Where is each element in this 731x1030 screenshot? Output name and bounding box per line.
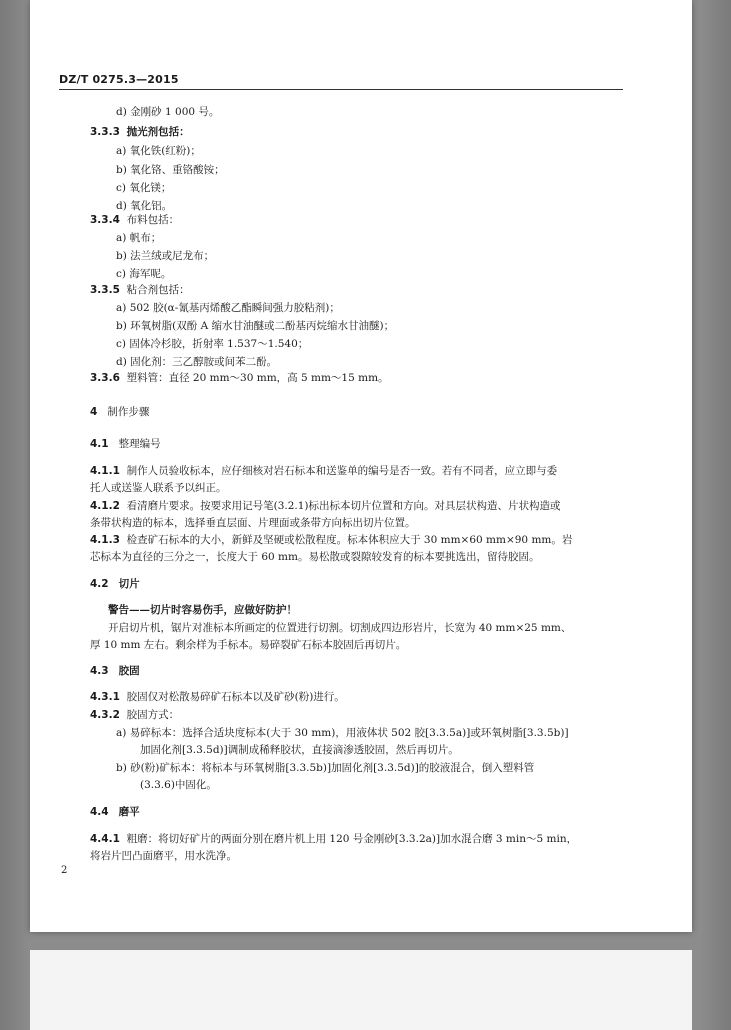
paragraph-line <box>90 708 179 722</box>
clause-text: 抛光剂包括： <box>126 126 190 138</box>
clause-number: 3.3.4 <box>90 214 120 226</box>
list-item: c) 氧化镁； <box>116 182 172 194</box>
section-title: 切片 <box>118 578 140 590</box>
list-item: a) 帆布； <box>116 232 162 244</box>
list-item: b) 环氧树脂(双酚 A 缩水甘油醚或二酚基丙烷缩水甘油醚)； <box>116 320 395 332</box>
standard-code-header: DZ/T 0275.3—2015 <box>59 73 179 86</box>
next-page-preview <box>30 950 692 1030</box>
list-item: c) 固体冷杉胶，折射率 1.537～1.540； <box>116 338 309 350</box>
clause-number: 4.4.1 <box>90 833 120 845</box>
paragraph-line: 托人或送鉴人联系予以纠正。 <box>90 482 227 494</box>
clause-line <box>90 283 190 297</box>
clause-number: 3.3.6 <box>90 372 120 384</box>
section-number: 4.3 <box>90 665 109 677</box>
clause-number: 3.3.3 <box>90 126 120 138</box>
page-number: 2 <box>61 865 68 876</box>
paragraph-line <box>90 690 345 704</box>
clause-line <box>90 213 179 227</box>
paragraph-line: 厚 10 mm 左右。剩余样为手标本。易碎裂矿石标本胶固后再切片。 <box>90 639 407 651</box>
clause-text: 胶固仅对松散易碎矿石标本以及矿砂(粉)进行。 <box>126 691 345 703</box>
paragraph-line <box>90 533 572 547</box>
clause-number: 4.3.2 <box>90 709 120 721</box>
paragraph-line <box>90 499 561 513</box>
list-item: a) 易碎标本：选择合适块度标本(大于 30 mm)，用液体状 502 胶[3.3.5a)]或环氧树脂[3.3.5b)] <box>116 727 569 739</box>
subsection-heading <box>90 577 140 591</box>
list-item: d) 氧化铝。 <box>116 200 173 212</box>
clause-text: 粗磨：将切好矿片的两面分别在磨片机上用 120 号金刚砂[3.3.2a)]加水混合磨 3 min～5 min， <box>126 833 578 845</box>
clause-line <box>90 125 190 139</box>
section-heading <box>90 405 149 419</box>
subsection-heading <box>90 437 161 451</box>
list-item: c) 海军呢。 <box>116 268 172 280</box>
clause-line <box>90 371 389 385</box>
section-title: 磨平 <box>118 806 140 818</box>
section-title: 整理编号 <box>118 438 161 450</box>
warning-text: 警告——切片时容易伤手，应做好防护！ <box>108 604 297 616</box>
section-number: 4 <box>90 406 98 418</box>
clause-text: 布料包括： <box>126 214 180 226</box>
section-number: 4.4 <box>90 806 109 818</box>
subsection-heading <box>90 805 140 819</box>
clause-number: 4.1.2 <box>90 500 120 512</box>
list-item: d) 金刚砂 1 000 号。 <box>116 106 220 118</box>
list-item: b) 氧化铬、重铬酸铵； <box>116 164 225 176</box>
section-number: 4.2 <box>90 578 109 590</box>
clause-text: 看清磨片要求。按要求用记号笔(3.2.1)标出标本切片位置和方向。对具层状构造、片状构造或 <box>126 500 561 512</box>
clause-number: 4.1.3 <box>90 534 120 546</box>
paragraph-line: 条带状构造的标本，选择垂直层面、片理面或条带方向标出切片位置。 <box>90 517 416 529</box>
list-item: b) 砂(粉)矿标本：将标本与环氧树脂[3.3.5b)]加固化剂[3.3.5d)]的胶液混合，倒入塑料管 <box>116 762 535 774</box>
list-item: a) 502 胶(α-氰基丙烯酸乙酯瞬间强力胶粘剂)； <box>116 302 340 314</box>
paragraph-line: 芯标本为直径的三分之一，长度大于 60 mm。易松散或裂隙较发育的标本要挑选出，留待胶固。 <box>90 551 540 563</box>
clause-text: 检查矿石标本的大小，新鲜及坚硬或松散程度。标本体积应大于 30 mm×60 mm×90 mm。岩 <box>126 534 573 546</box>
clause-number: 3.3.5 <box>90 284 120 296</box>
clause-number: 4.1.1 <box>90 465 120 477</box>
paragraph-line <box>90 832 577 846</box>
section-number: 4.1 <box>90 438 109 450</box>
clause-text: 塑料管：直径 20 mm～30 mm，高 5 mm～15 mm。 <box>126 372 389 384</box>
list-item: b) 法兰绒或尼龙布； <box>116 250 215 262</box>
list-item-continuation: 加固化剂[3.3.5d)]调制成稀释胶状，直接滴渗透胶固，然后再切片。 <box>140 744 459 756</box>
header-rule <box>59 89 623 90</box>
paragraph-line <box>90 464 557 478</box>
section-title: 制作步骤 <box>107 406 150 418</box>
list-item-continuation: (3.3.6)中固化。 <box>140 779 217 791</box>
section-title: 胶固 <box>118 665 140 677</box>
clause-text: 粘合剂包括： <box>126 284 190 296</box>
paragraph-line: 开启切片机，锯片对准标本所画定的位置进行切割。切割成四边形岩片，长宽为 40 mm×25 mm、 <box>108 622 572 634</box>
list-item: d) 固化剂：三乙醇胺或间苯二酚。 <box>116 356 278 368</box>
clause-text: 胶固方式： <box>126 709 180 721</box>
clause-text: 制作人员验收标本，应仔细核对岩石标本和送鉴单的编号是否一致。若有不同者，应立即与委 <box>126 465 558 477</box>
list-item: a) 氧化铁(红粉)； <box>116 145 201 157</box>
clause-number: 4.3.1 <box>90 691 120 703</box>
paragraph-line: 将岩片凹凸面磨平，用水洗净。 <box>90 850 237 862</box>
subsection-heading <box>90 664 140 678</box>
